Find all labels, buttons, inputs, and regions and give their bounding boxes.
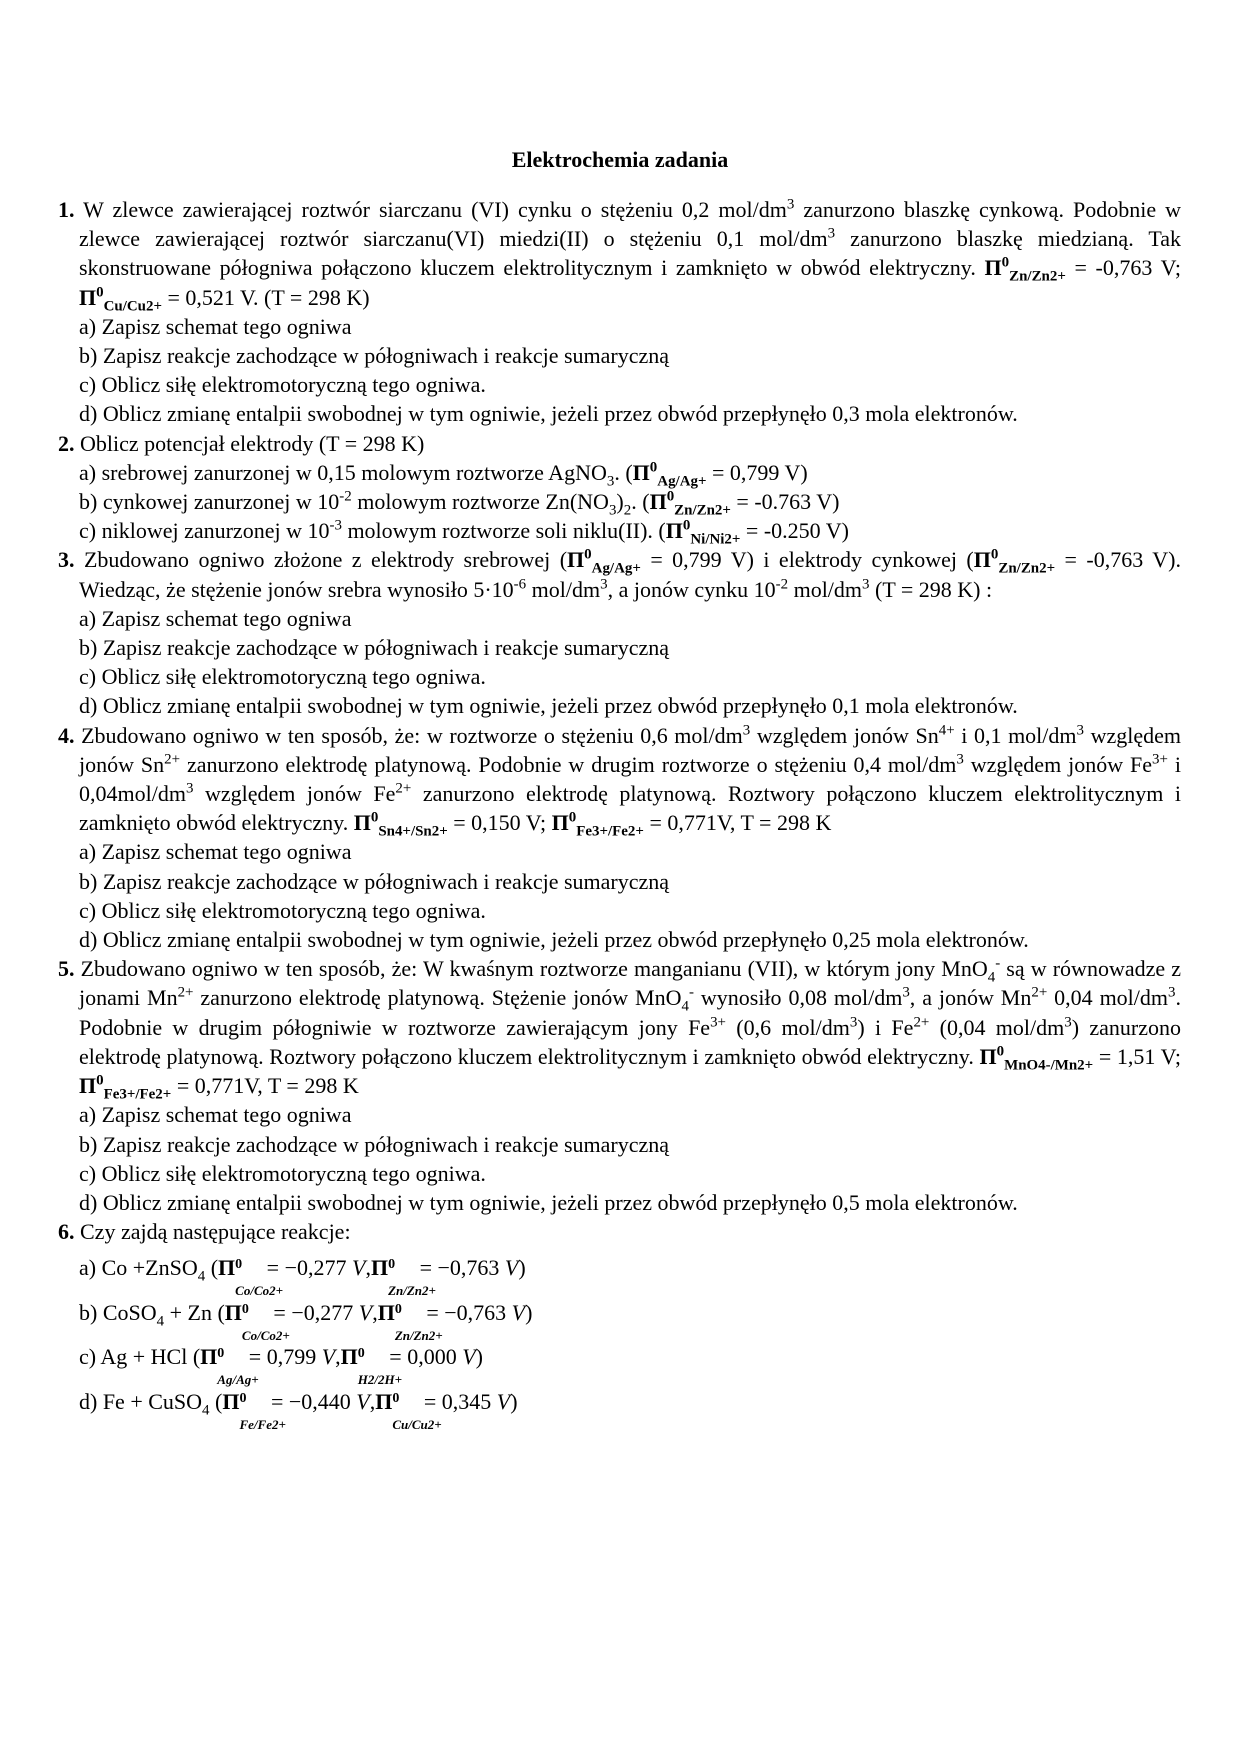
task-2-sub-c: c) niklowej zanurzonej w $10^{-3}$ molowym roztworze soli niklu(II). ($\Pi^0_{Ni/Ni2+} = -0.250$ V) bbox=[79, 517, 849, 548]
task-5 bbox=[58, 954, 1181, 1217]
task-3 bbox=[58, 545, 1181, 720]
task-3-sub-c: c) Oblicz siłę elektromotoryczną tego ogniwa. bbox=[79, 664, 486, 690]
task-5-statement: 5. Zbudowano ogniwo w ten sposób, że: W kwaśnym roztworze manganianu (VII), w którym jony MnO$_4$- są w równowadze z jonami $Mn^{2+}$ zanurzono elektrodę platynową. Stężenie jonów MnO$_4$- wynosiło 0,08 mol/$dm^3$, a jonów $Mn^{2+}$ 0,04 mol/$dm^3$. Podobnie w drugim półogniwie w roztworze zawierającym jony $Fe^{3+}$ (0,6 mol/$dm^3$) i $Fe^{2+}$ (0,04 mol/$dm^3$) zanurzono elektrodę platynową. Roztwory połączono kluczem elektrolitycznym i zamknięto obwód elektryczny. $\Pi^0_{MnO4-/Mn2+} = 1,51$ V; $\Pi^0_{Fe3+/Fe2+} = 0,771V$, T = 298 K bbox=[58, 955, 1182, 1103]
task-list bbox=[58, 195, 1182, 1432]
task-5-sub-d: d) Oblicz zmianę entalpii swobodnej w tym ogniwie, jeżeli przez obwód przepłynęło 0,5 mola elektronów. bbox=[79, 1189, 1018, 1215]
task-4-sub-b: b) Zapisz reakcje zachodzące w półogniwach i reakcje sumaryczną bbox=[79, 868, 670, 894]
task-3-sub-b: b) Zapisz reakcje zachodzące w półogniwach i reakcje sumaryczną bbox=[79, 635, 670, 661]
task-1-number: 1. bbox=[58, 197, 75, 222]
task-5-sub-c: c) Oblicz siłę elektromotoryczną tego ogniwa. bbox=[79, 1160, 486, 1186]
task-2-statement: 2. Oblicz potencjał elektrody (T = 298 K) bbox=[58, 430, 425, 456]
task-5-number: 5. bbox=[58, 956, 75, 982]
task-1-sub-c: c) Oblicz siłę elektromotoryczną tego ogniwa. bbox=[79, 372, 486, 398]
task-1 bbox=[58, 195, 1181, 429]
task-4-sub-d: d) Oblicz zmianę entalpii swobodnej w tym ogniwie, jeżeli przez obwód przepłynęło 0,25 mola elektronów. bbox=[79, 927, 1029, 953]
task-6-sub-d: d) Fe + CuSO$_4$ (Π 0 Fe/Fe2+ = −0,440 V,Π 0 Cu/Cu2+ = 0,345 V) bbox=[79, 1388, 518, 1432]
task-6-sub-c: c) Ag + HCl (Π 0 Ag/Ag+ = 0,799 V,Π 0 H2/2H+ = 0,000 V) bbox=[79, 1344, 483, 1388]
task-2-sub-a: a) srebrowej zanurzonej w 0,15 molowym roztworze AgNO$_3$. ($\Pi^0_{Ag/Ag+} = 0,799$ V) bbox=[79, 459, 808, 490]
task-1-statement: 1. W zlewce zawierającej roztwór siarczanu (VI) cynku o stężeniu 0,2 mol/$dm^3$ zanurzono blaszkę cynkową. Podobnie w zlewce zawierającej roztwór siarczanu(VI) miedzi(II) o stężeniu 0,1 mol/$dm^3$ zanurzono blaszkę miedzianą. Tak skonstruowane półogniwa połączono kluczem elektrolitycznym i zamknięto w obwód elektryczny. $\Pi^0_{Zn/Zn2+} = -0,763$ V; $\Pi^0_{Cu/Cu2+} = 0,521$ V. (T = 298 K) bbox=[58, 196, 1182, 314]
task-5-sub-b: b) Zapisz reakcje zachodzące w półogniwach i reakcje sumaryczną bbox=[79, 1131, 670, 1157]
task-4-number: 4. bbox=[58, 722, 75, 748]
task-6-sub-a: a) Co +ZnSO$_4$ (Π 0 Co/Co2+ = −0,277 V,Π 0 Zn/Zn2+ = −0,763 V) bbox=[79, 1255, 526, 1299]
task-6 bbox=[58, 1217, 1181, 1432]
task-2 bbox=[58, 429, 1181, 546]
task-4-statement: 4. Zbudowano ogniwo w ten sposób, że: w roztworze o stężeniu 0,6 mol/$dm^3$ względem jonów $Sn^{4+}$ i 0,1 mol/$dm^3$ względem jonów $Sn^{2+}$ zanurzono elektrodę platynową. Podobnie w drugim roztworze o stężeniu 0,4 mol/$dm^3$ względem jonów $Fe^{3+}$ i $0,04mol/dm^3$ względem jonów $Fe^{2+}$ zanurzono elektrodę platynową. Roztwory połączono kluczem elektrolitycznym i zamknięto obwód elektryczny. $\Pi^0_{Sn4+/Sn2+} = 0,150$ V; $\Pi^0_{Fe3+/Fe2+} = 0,771V$, T = 298 K bbox=[58, 722, 1182, 840]
task-4 bbox=[58, 721, 1181, 955]
task-3-statement: 3. Zbudowano ogniwo złożone z elektrody srebrowej ($\Pi^0_{Ag/Ag+} = 0,799$ V) i elektrody cynkowej ($\Pi^0_{Zn/Zn2+} = -0,763$ V). Wiedząc, że stężenie jonów srebra wynosiło $5\cdot 10^{-6}$ mol/$dm^3$, a jonów cynku $10^{-2}$ mol/$dm^3$ (T = 298 K) : bbox=[58, 547, 1181, 602]
task-3-sub-d: d) Oblicz zmianę entalpii swobodnej w tym ogniwie, jeżeli przez obwód przepłynęło 0,1 mola elektronów. bbox=[79, 693, 1018, 719]
task-6-statement: 6. Czy zajdą następujące reakcje: bbox=[58, 1219, 351, 1245]
task-6-number: 6. bbox=[58, 1219, 75, 1245]
task-1-sub-d: d) Oblicz zmianę entalpii swobodnej w tym ogniwie, jeżeli przez obwód przepłynęło 0,3 mola elektronów. bbox=[79, 401, 1018, 427]
task-2-number: 2. bbox=[58, 430, 75, 456]
task-2-sub-b: b) cynkowej zanurzonej w $10^{-2}$ molowym roztworze $Zn(NO_3)_2$. ($\Pi^0_{Zn/Zn2+} = -0.763$ V) bbox=[79, 488, 840, 519]
page-title: Elektrochemia zadania bbox=[511, 147, 729, 172]
task-6-sub-b: b) CoSO$_4$ + Zn (Π 0 Co/Co2+ = −0,277 V,Π 0 Zn/Zn2+ = −0,763 V) bbox=[79, 1299, 533, 1343]
task-4-sub-a: a) Zapisz schemat tego ogniwa bbox=[79, 839, 352, 865]
task-1-sub-b: b) Zapisz reakcje zachodzące w półogniwach i reakcje sumaryczną bbox=[79, 343, 670, 369]
task-3-sub-a: a) Zapisz schemat tego ogniwa bbox=[79, 605, 352, 631]
task-1-sub-a: a) Zapisz schemat tego ogniwa bbox=[79, 313, 352, 339]
task-5-sub-a: a) Zapisz schemat tego ogniwa bbox=[79, 1102, 352, 1128]
task-4-sub-c: c) Oblicz siłę elektromotoryczną tego ogniwa. bbox=[79, 897, 486, 923]
task-3-number: 3. bbox=[58, 547, 75, 573]
